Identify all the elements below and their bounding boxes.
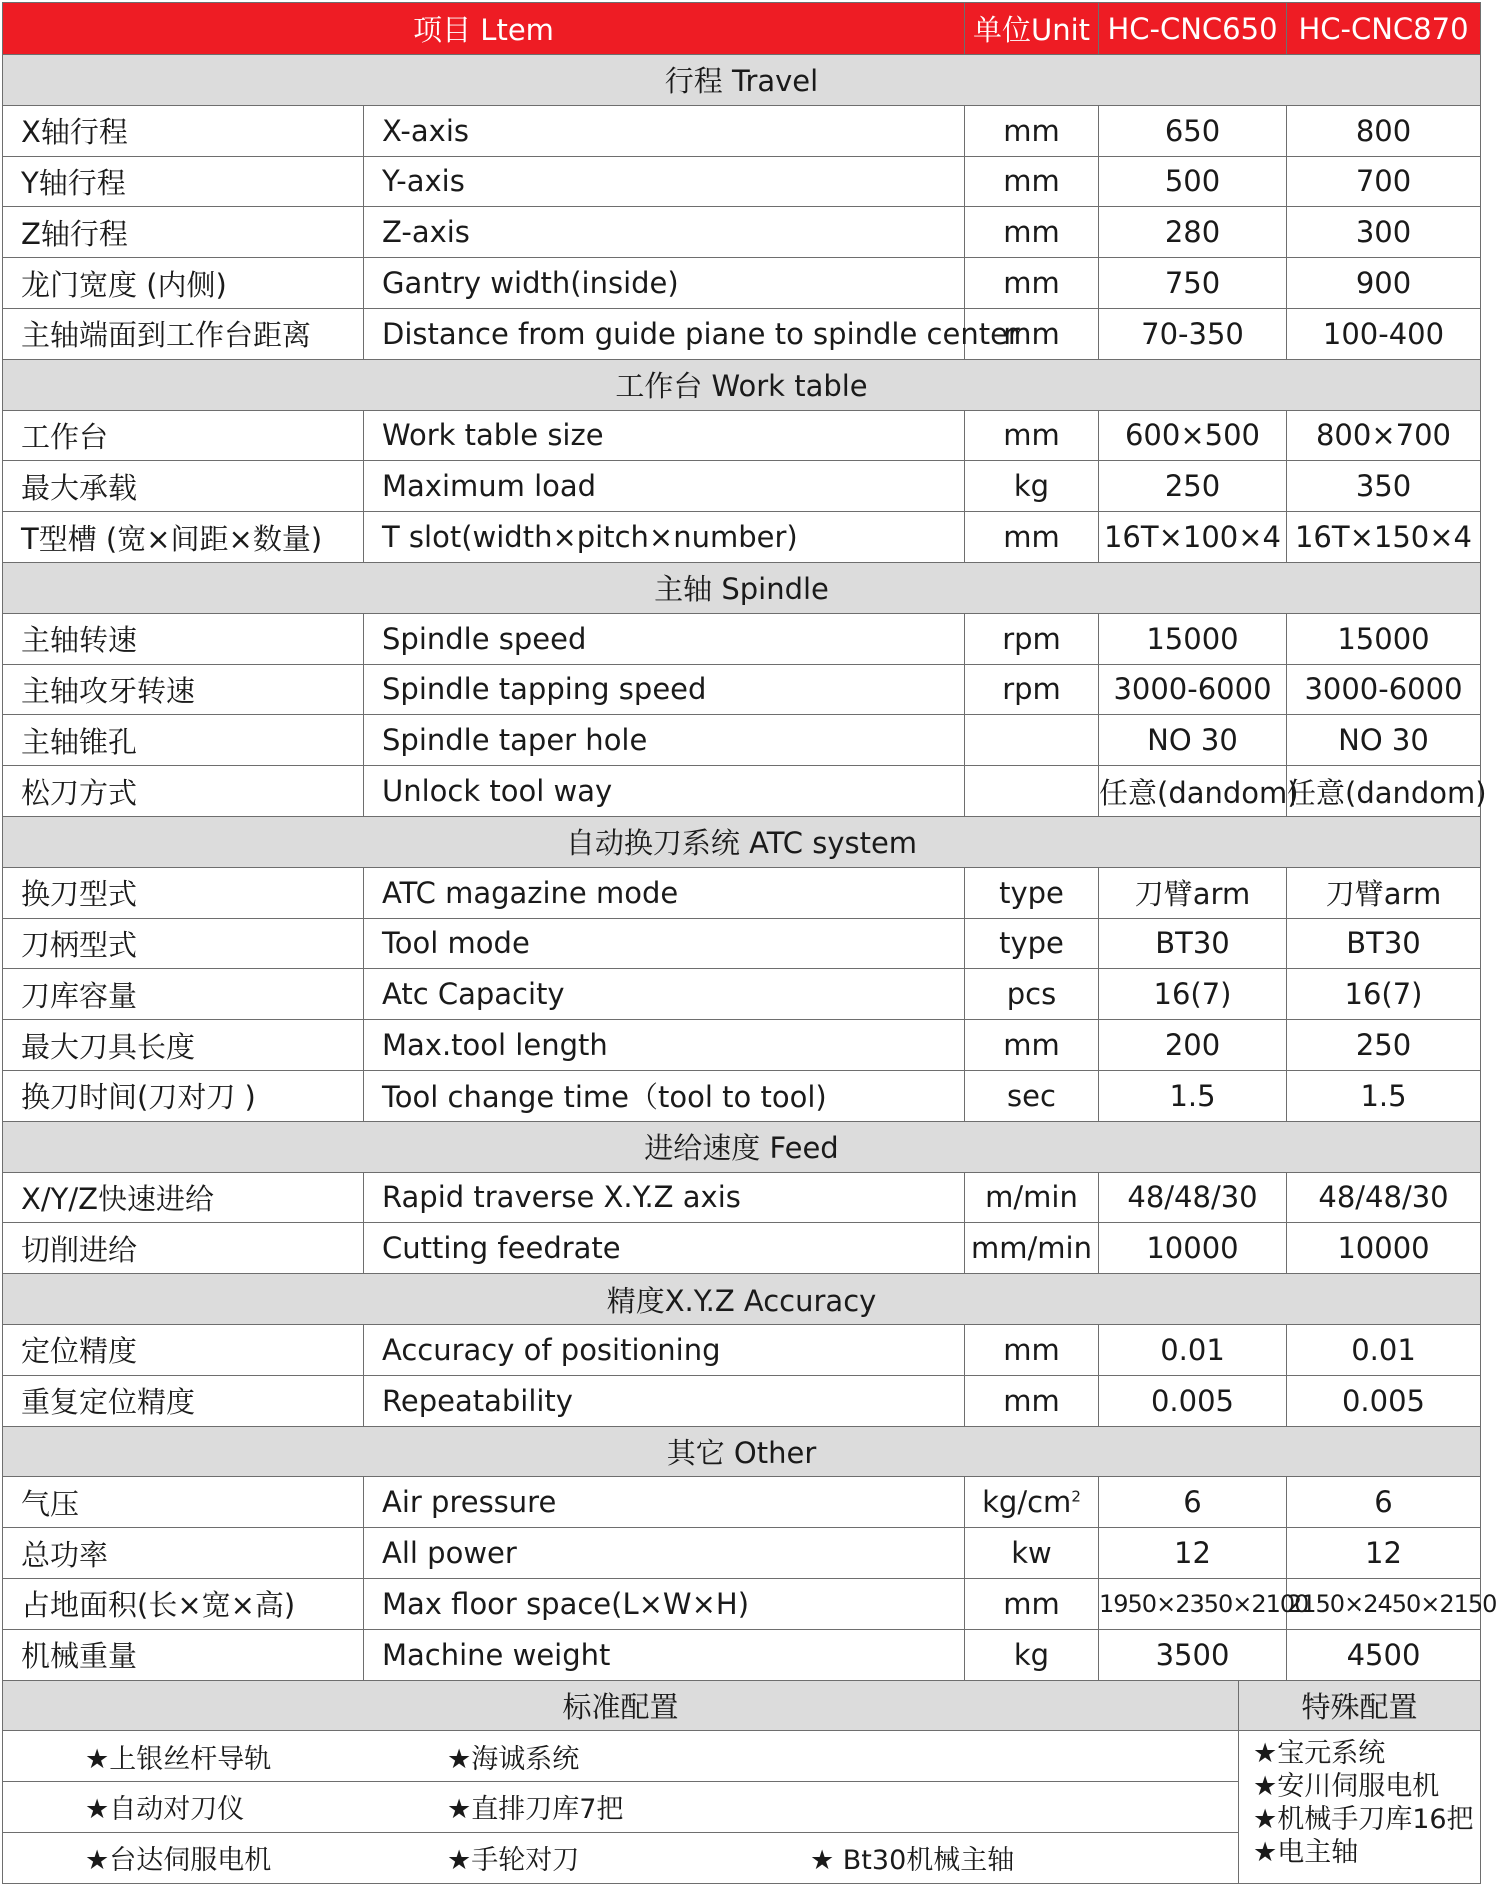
spec-name-cn: 主轴攻牙转速 <box>3 664 364 715</box>
spec-name-en: Gantry width(inside) <box>364 258 965 309</box>
spec-unit-text: mm <box>1003 418 1060 453</box>
spec-name-cn: 刀库容量 <box>3 969 364 1020</box>
spec-value-model-b: 100-400 <box>1287 308 1481 359</box>
spec-value-model-a: 500 <box>1099 156 1287 207</box>
spec-name-en: Max floor space(L×W×H) <box>364 1578 965 1629</box>
spec-name-cn: T型槽 (宽×间距×数量) <box>3 512 364 563</box>
standard-config-row <box>3 1731 1239 1782</box>
special-item: ★宝元系统 <box>1253 1738 1386 1770</box>
special-item: ★安川伺服电机 <box>1253 1771 1440 1803</box>
spec-value-model-b: 3000-6000 <box>1287 664 1481 715</box>
standard-item: ★自动对刀仪 <box>85 1794 245 1826</box>
spec-unit-text: mm <box>1003 1383 1060 1418</box>
spec-unit-text: mm <box>1003 266 1060 301</box>
header-model-a: HC-CNC650 <box>1099 3 1287 55</box>
spec-value-model-a: 16(7) <box>1099 969 1287 1020</box>
spec-value-model-a: 280 <box>1099 207 1287 258</box>
spec-unit <box>965 512 1099 563</box>
section-title: 其它 Other <box>3 1426 1481 1477</box>
spec-unit <box>965 1477 1099 1528</box>
section-header-row <box>3 816 1481 867</box>
spec-unit-text: rpm <box>1002 672 1061 707</box>
spec-value-model-a: 16T×100×4 <box>1099 512 1287 563</box>
spec-row <box>3 1172 1481 1223</box>
spec-unit-text: pcs <box>1006 977 1057 1012</box>
section-header-row <box>3 1121 1481 1172</box>
spec-unit-text: kg <box>1013 469 1050 504</box>
spec-unit <box>965 1070 1099 1121</box>
spec-value-model-b: 6 <box>1287 1477 1481 1528</box>
spec-row <box>3 715 1481 766</box>
standard-item: ★手轮对刀 <box>447 1845 580 1877</box>
spec-name-cn: 气压 <box>3 1477 364 1528</box>
spec-unit-text: rpm <box>1002 621 1061 656</box>
section-header-row <box>3 1274 1481 1325</box>
spec-name-cn: 机械重量 <box>3 1629 364 1680</box>
config-table <box>2 1680 1481 1884</box>
section-title: 主轴 Spindle <box>3 562 1481 613</box>
spec-unit <box>965 1324 1099 1375</box>
spec-unit <box>965 867 1099 918</box>
spec-value-model-a: 1.5 <box>1099 1070 1287 1121</box>
spec-row <box>3 1223 1481 1274</box>
spec-value-model-b: 1.5 <box>1287 1070 1481 1121</box>
standard-item: ★ Bt30机械主轴 <box>810 1845 1015 1877</box>
spec-value-model-a: 0.005 <box>1099 1375 1287 1426</box>
spec-name-cn: 占地面积(长×宽×高) <box>3 1578 364 1629</box>
section-title: 进给速度 Feed <box>3 1121 1481 1172</box>
spec-value-model-a: 70-350 <box>1099 308 1287 359</box>
spec-name-en: All power <box>364 1528 965 1579</box>
spec-value-model-a: 3000-6000 <box>1099 664 1287 715</box>
spec-name-cn: 重复定位精度 <box>3 1375 364 1426</box>
spec-value-model-b: 15000 <box>1287 613 1481 664</box>
special-config-list <box>1239 1731 1481 1883</box>
spec-name-en: Atc Capacity <box>364 969 965 1020</box>
spec-name-en: Machine weight <box>364 1629 965 1680</box>
spec-unit <box>965 1223 1099 1274</box>
spec-name-en: Tool change time（tool to tool) <box>364 1070 965 1121</box>
spec-name-cn: 最大刀具长度 <box>3 1020 364 1071</box>
spec-value-model-a: 0.01 <box>1099 1324 1287 1375</box>
standard-config-title: 标准配置 <box>3 1680 1239 1731</box>
spec-name-en: Rapid traverse X.Y.Z axis <box>364 1172 965 1223</box>
spec-name-cn: 松刀方式 <box>3 766 364 817</box>
section-title: 精度X.Y.Z Accuracy <box>3 1274 1481 1325</box>
spec-row <box>3 969 1481 1020</box>
header-item: 项目 Ltem <box>3 3 965 55</box>
spec-value-model-b: BT30 <box>1287 918 1481 969</box>
spec-unit <box>965 1020 1099 1071</box>
spec-unit-text: kw <box>1011 1536 1052 1570</box>
spec-row <box>3 1477 1481 1528</box>
spec-unit <box>965 664 1099 715</box>
spec-name-en: Spindle taper hole <box>364 715 965 766</box>
spec-value-model-b: 800×700 <box>1287 410 1481 461</box>
spec-row <box>3 156 1481 207</box>
spec-name-en: Y-axis <box>364 156 965 207</box>
spec-name-cn: 主轴端面到工作台距离 <box>3 308 364 359</box>
spec-value-model-a: 15000 <box>1099 613 1287 664</box>
spec-value-model-b: 300 <box>1287 207 1481 258</box>
spec-name-en: ATC magazine mode <box>364 867 965 918</box>
spec-name-cn: 定位精度 <box>3 1324 364 1375</box>
section-header-row <box>3 359 1481 410</box>
spec-name-en: Tool mode <box>364 918 965 969</box>
spec-unit-text: mm <box>1003 164 1060 199</box>
spec-name-cn: X轴行程 <box>3 105 364 156</box>
spec-name-cn: X/Y/Z快速进给 <box>3 1172 364 1223</box>
spec-unit <box>965 1375 1099 1426</box>
spec-row <box>3 258 1481 309</box>
spec-value-model-b: 任意(dandom) <box>1287 766 1481 817</box>
spec-value-model-a: 10000 <box>1099 1223 1287 1274</box>
spec-value-model-b: 12 <box>1287 1528 1481 1579</box>
spec-unit-text: mm <box>1003 215 1060 250</box>
spec-value-model-b: 16T×150×4 <box>1287 512 1481 563</box>
spec-unit-text: mm <box>1003 113 1060 148</box>
spec-value-model-b: 250 <box>1287 1020 1481 1071</box>
spec-name-cn: 主轴转速 <box>3 613 364 664</box>
spec-row <box>3 918 1481 969</box>
spec-unit <box>965 410 1099 461</box>
spec-value-model-a: BT30 <box>1099 918 1287 969</box>
spec-unit <box>965 715 1099 766</box>
spec-value-model-b: 800 <box>1287 105 1481 156</box>
spec-value-model-a: 刀臂arm <box>1099 867 1287 918</box>
spec-name-en: Distance from guide piane to spindle center <box>364 308 965 359</box>
spec-unit <box>965 613 1099 664</box>
section-header-row <box>3 1426 1481 1477</box>
spec-value-model-b: 刀臂arm <box>1287 867 1481 918</box>
spec-name-en: Cutting feedrate <box>364 1223 965 1274</box>
special-config-title: 特殊配置 <box>1239 1680 1481 1731</box>
spec-name-cn: 总功率 <box>3 1528 364 1579</box>
spec-value-model-a: 200 <box>1099 1020 1287 1071</box>
spec-unit-text: kg <box>1013 1637 1050 1672</box>
spec-value-model-a: NO 30 <box>1099 715 1287 766</box>
spec-name-en: Z-axis <box>364 207 965 258</box>
special-item: ★电主轴 <box>1253 1837 1359 1869</box>
spec-unit <box>965 969 1099 1020</box>
spec-unit-text: type <box>999 926 1064 961</box>
spec-unit <box>965 156 1099 207</box>
spec-row <box>3 207 1481 258</box>
standard-item: ★海诚系统 <box>447 1743 580 1775</box>
standard-item: ★直排刀库7把 <box>447 1794 624 1826</box>
section-title: 行程 Travel <box>3 55 1481 106</box>
spec-value-model-b: 350 <box>1287 461 1481 512</box>
spec-name-en: T slot(width×pitch×number) <box>364 512 965 563</box>
spec-row <box>3 664 1481 715</box>
spec-table <box>2 2 1497 1681</box>
spec-unit-text: kg/cm <box>982 1485 1072 1520</box>
spec-name-en: Spindle speed <box>364 613 965 664</box>
spec-name-en: Maximum load <box>364 461 965 512</box>
spec-row <box>3 512 1481 563</box>
spec-unit <box>965 1578 1099 1629</box>
spec-row <box>3 461 1481 512</box>
header-unit: 单位Unit <box>965 3 1099 55</box>
spec-row <box>3 308 1481 359</box>
spec-unit <box>965 258 1099 309</box>
spec-value-model-b: 0.01 <box>1287 1324 1481 1375</box>
spec-value-model-a: 任意(dandom) <box>1099 766 1287 817</box>
spec-sheet <box>2 2 1497 1884</box>
spec-name-cn: 换刀时间(刀对刀 ) <box>3 1070 364 1121</box>
config-header-row <box>3 1680 1481 1731</box>
spec-value-model-a: 600×500 <box>1099 410 1287 461</box>
spec-unit <box>965 1172 1099 1223</box>
spec-name-cn: 最大承载 <box>3 461 364 512</box>
spec-value-model-b: 700 <box>1287 156 1481 207</box>
special-item: ★机械手刀库16把 <box>1253 1804 1474 1836</box>
spec-name-en: X-axis <box>364 105 965 156</box>
spec-row <box>3 613 1481 664</box>
spec-name-cn: 工作台 <box>3 410 364 461</box>
config-row <box>3 1731 1481 1782</box>
spec-value-model-a: 250 <box>1099 461 1287 512</box>
spec-name-cn: 换刀型式 <box>3 867 364 918</box>
header-model-b: HC-CNC870 <box>1287 3 1481 55</box>
spec-unit-text: mm <box>1003 316 1060 351</box>
spec-unit <box>965 1629 1099 1680</box>
spec-name-en: Unlock tool way <box>364 766 965 817</box>
spec-value-model-b: 0.005 <box>1287 1375 1481 1426</box>
spec-unit-superscript: 2 <box>1071 1487 1081 1506</box>
spec-row <box>3 105 1481 156</box>
spec-unit <box>965 766 1099 817</box>
spec-value-model-a: 3500 <box>1099 1629 1287 1680</box>
spec-unit-text: mm <box>1003 1028 1060 1063</box>
spec-value-model-a: 750 <box>1099 258 1287 309</box>
spec-row <box>3 1020 1481 1071</box>
spec-row <box>3 1375 1481 1426</box>
spec-row <box>3 1070 1481 1121</box>
spec-unit-text: mm <box>1003 1586 1060 1621</box>
spec-value-model-a: 650 <box>1099 105 1287 156</box>
spec-unit-text: type <box>999 875 1064 910</box>
spec-value-model-b: 900 <box>1287 258 1481 309</box>
standard-item: ★上银丝杆导轨 <box>85 1743 272 1775</box>
header-row <box>3 3 1481 55</box>
spec-value-model-a: 6 <box>1099 1477 1287 1528</box>
spec-value-model-b: 10000 <box>1287 1223 1481 1274</box>
spec-value-model-b: NO 30 <box>1287 715 1481 766</box>
spec-value-model-b: 48/48/30 <box>1287 1172 1481 1223</box>
spec-name-en: Repeatability <box>364 1375 965 1426</box>
spec-name-en: Spindle tapping speed <box>364 664 965 715</box>
spec-row <box>3 766 1481 817</box>
spec-value-model-b: 4500 <box>1287 1629 1481 1680</box>
section-header-row <box>3 55 1481 106</box>
spec-value-model-a: 1950×2350×2100 <box>1099 1578 1287 1629</box>
spec-name-cn: 切削进给 <box>3 1223 364 1274</box>
spec-row <box>3 1324 1481 1375</box>
spec-unit <box>965 207 1099 258</box>
spec-name-en: Air pressure <box>364 1477 965 1528</box>
spec-name-en: Accuracy of positioning <box>364 1324 965 1375</box>
spec-unit-text: mm/min <box>971 1231 1092 1266</box>
spec-name-cn: 主轴锥孔 <box>3 715 364 766</box>
spec-unit <box>965 918 1099 969</box>
spec-name-cn: 刀柄型式 <box>3 918 364 969</box>
spec-row <box>3 1528 1481 1579</box>
spec-value-model-a: 12 <box>1099 1528 1287 1579</box>
section-title: 工作台 Work table <box>3 359 1481 410</box>
spec-value-model-b: 2150×2450×2150 <box>1287 1578 1481 1629</box>
standard-config-row <box>3 1782 1239 1833</box>
standard-item: ★台达伺服电机 <box>85 1845 272 1877</box>
spec-row <box>3 1629 1481 1680</box>
spec-name-en: Max.tool length <box>364 1020 965 1071</box>
spec-row <box>3 867 1481 918</box>
spec-name-cn: 龙门宽度 (内侧) <box>3 258 364 309</box>
section-title: 自动换刀系统 ATC system <box>3 816 1481 867</box>
spec-row <box>3 1578 1481 1629</box>
spec-unit <box>965 105 1099 156</box>
spec-value-model-a: 48/48/30 <box>1099 1172 1287 1223</box>
spec-unit-text: mm <box>1003 520 1060 555</box>
spec-row <box>3 410 1481 461</box>
spec-unit <box>965 1528 1099 1579</box>
spec-name-cn: Z轴行程 <box>3 207 364 258</box>
standard-config-row <box>3 1832 1239 1883</box>
spec-name-en: Work table size <box>364 410 965 461</box>
spec-unit-text: m/min <box>985 1180 1078 1215</box>
spec-name-cn: Y轴行程 <box>3 156 364 207</box>
spec-unit-text: mm <box>1003 1332 1060 1367</box>
spec-value-model-b: 16(7) <box>1287 969 1481 1020</box>
spec-unit-text: sec <box>1007 1078 1056 1113</box>
section-header-row <box>3 562 1481 613</box>
spec-unit <box>965 461 1099 512</box>
